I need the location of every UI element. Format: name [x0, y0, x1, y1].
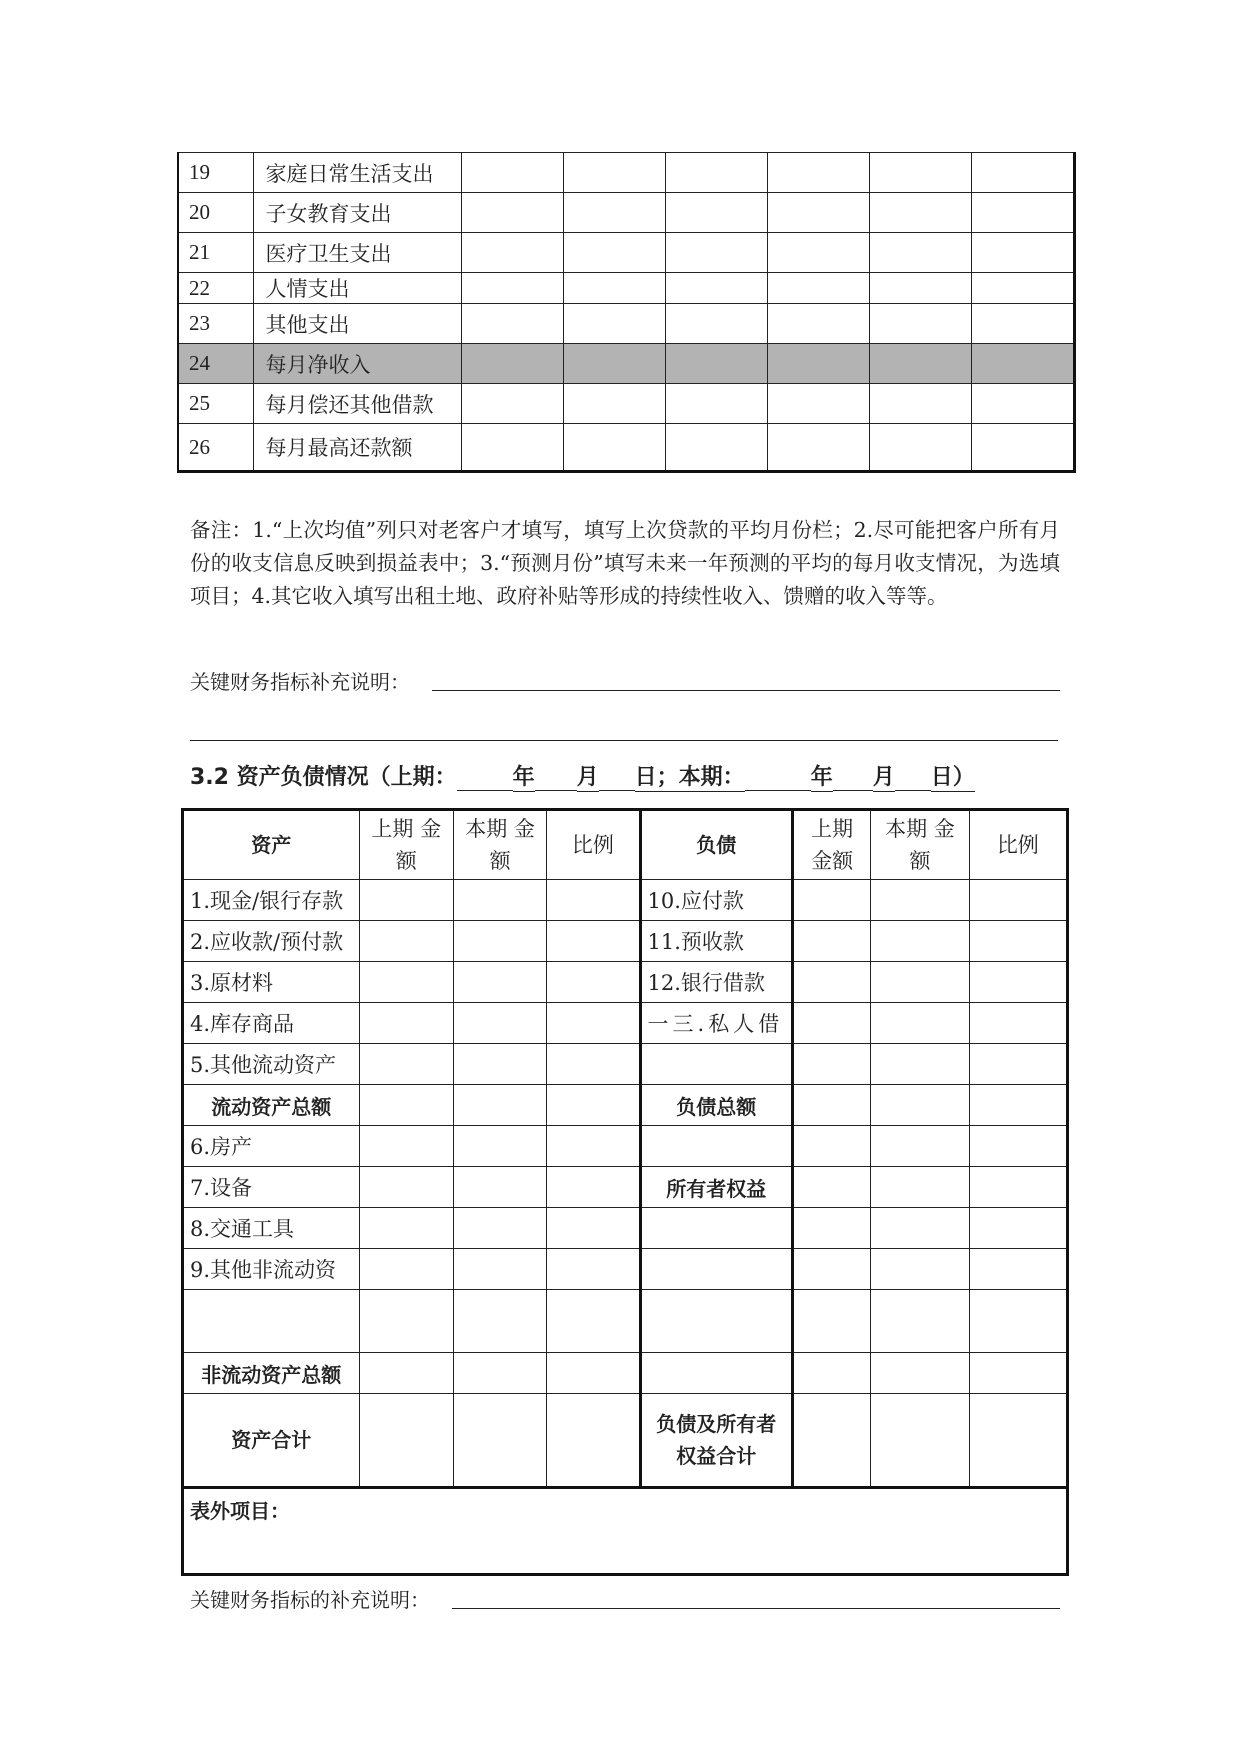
table-row	[183, 1085, 1068, 1126]
noncurrent-assets-total-label: 非流动资产总额	[183, 1353, 360, 1394]
table-row	[183, 921, 1068, 962]
value-cell[interactable]	[547, 1167, 640, 1208]
curr-year-field[interactable]	[745, 765, 811, 791]
value-cell[interactable]	[461, 424, 563, 472]
prev-month-field[interactable]	[535, 765, 577, 791]
supplement-label: 关键财务指标补充说明：	[190, 670, 410, 694]
value-cell[interactable]	[665, 424, 767, 472]
value-cell[interactable]	[461, 273, 563, 304]
value-cell[interactable]	[767, 304, 869, 344]
value-cell[interactable]	[969, 1085, 1067, 1126]
value-cell[interactable]	[547, 1353, 640, 1394]
value-cell[interactable]	[793, 1003, 871, 1044]
asset-label: 8.交通工具	[183, 1208, 360, 1249]
value-cell[interactable]	[461, 344, 563, 384]
value-cell[interactable]	[453, 1290, 546, 1353]
value-cell[interactable]	[869, 384, 971, 424]
prev-amount-header: 上期 金额	[793, 810, 871, 880]
table-row	[178, 304, 1074, 344]
value-cell[interactable]	[563, 344, 665, 384]
table-row	[178, 273, 1074, 304]
value-cell[interactable]	[969, 880, 1067, 921]
supplement-input-line-2[interactable]	[190, 720, 1058, 741]
curr-amount-header: 本期 金额	[453, 810, 546, 880]
liability-label: 一三.私人借	[640, 1003, 793, 1044]
value-cell[interactable]	[793, 1085, 871, 1126]
value-cell[interactable]	[871, 1394, 969, 1488]
table-row	[178, 424, 1074, 472]
value-cell[interactable]	[547, 880, 640, 921]
value-cell[interactable]	[665, 384, 767, 424]
value-cell[interactable]	[767, 424, 869, 472]
value-cell[interactable]	[793, 1290, 871, 1353]
supplement-input-line[interactable]	[432, 670, 1060, 691]
value-cell[interactable]	[969, 1353, 1067, 1394]
table-row	[183, 1126, 1068, 1167]
prev-month-unit: 月	[577, 760, 599, 792]
supplement-input-line-3[interactable]	[452, 1588, 1060, 1609]
liabilities-total-label: 负债总额	[640, 1085, 793, 1126]
value-cell[interactable]	[359, 1003, 453, 1044]
value-cell[interactable]	[969, 1167, 1067, 1208]
asset-label: 7.设备	[183, 1167, 360, 1208]
value-cell[interactable]	[767, 153, 869, 193]
value-cell[interactable]	[969, 1126, 1067, 1167]
curr-month-field[interactable]	[833, 765, 873, 791]
table-row	[178, 193, 1074, 233]
prev-year-field[interactable]	[457, 765, 513, 791]
curr-year-unit: 年	[811, 760, 833, 792]
current-assets-total-label: 流动资产总额	[183, 1085, 360, 1126]
value-cell[interactable]	[971, 424, 1074, 472]
liability-label	[640, 1044, 793, 1085]
liability-label	[640, 1353, 793, 1394]
table-row	[183, 1249, 1068, 1290]
value-cell[interactable]	[547, 1208, 640, 1249]
value-cell[interactable]	[461, 233, 563, 273]
liability-label: 10.应付款	[640, 880, 793, 921]
ratio-header: 比例	[547, 810, 640, 880]
table-row	[183, 1208, 1068, 1249]
value-cell[interactable]	[547, 921, 640, 962]
value-cell[interactable]	[871, 1085, 969, 1126]
value-cell[interactable]	[359, 921, 453, 962]
value-cell[interactable]	[359, 1353, 453, 1394]
value-cell[interactable]	[971, 193, 1074, 233]
value-cell[interactable]	[871, 1290, 969, 1353]
value-cell[interactable]	[871, 921, 969, 962]
value-cell[interactable]	[359, 962, 453, 1003]
total-liabilities-equity-label: 负债及所有者 权益合计	[640, 1394, 793, 1488]
asset-label	[183, 1290, 360, 1353]
value-cell[interactable]	[767, 384, 869, 424]
row-label: 家庭日常生活支出	[253, 153, 461, 193]
expense-table	[177, 152, 1076, 473]
total-assets-label: 资产合计	[183, 1394, 360, 1488]
value-cell[interactable]	[563, 193, 665, 233]
value-cell[interactable]	[871, 962, 969, 1003]
table-row	[183, 1353, 1068, 1394]
value-cell[interactable]	[971, 304, 1074, 344]
table-row	[183, 1003, 1068, 1044]
value-cell[interactable]	[869, 273, 971, 304]
value-cell[interactable]	[563, 304, 665, 344]
prev-day-field[interactable]	[599, 765, 635, 791]
prev-amount-header: 上期 金额	[359, 810, 453, 880]
table-row	[183, 880, 1068, 921]
value-cell[interactable]	[793, 962, 871, 1003]
value-cell[interactable]	[563, 233, 665, 273]
value-cell[interactable]	[871, 1126, 969, 1167]
value-cell[interactable]	[767, 233, 869, 273]
value-cell[interactable]	[971, 153, 1074, 193]
row-label: 每月净收入	[253, 344, 461, 384]
value-cell[interactable]	[453, 1353, 546, 1394]
curr-month-unit: 月	[873, 760, 895, 792]
value-cell[interactable]	[665, 193, 767, 233]
current-label: 日；本期：	[635, 760, 745, 792]
value-cell[interactable]	[871, 1044, 969, 1085]
liability-label	[640, 1290, 793, 1353]
table-row	[183, 1167, 1068, 1208]
value-cell[interactable]	[453, 921, 546, 962]
table-row	[178, 233, 1074, 273]
row-label: 医疗卫生支出	[253, 233, 461, 273]
value-cell[interactable]	[359, 880, 453, 921]
value-cell[interactable]	[871, 1003, 969, 1044]
row-label: 其他支出	[253, 304, 461, 344]
value-cell[interactable]	[453, 880, 546, 921]
table-row	[183, 1394, 1068, 1488]
value-cell[interactable]	[359, 1167, 453, 1208]
row-number: 24	[178, 344, 253, 384]
value-cell[interactable]	[869, 193, 971, 233]
table-row	[178, 384, 1074, 424]
value-cell[interactable]	[359, 1290, 453, 1353]
value-cell[interactable]	[547, 1249, 640, 1290]
value-cell[interactable]	[793, 1208, 871, 1249]
value-cell[interactable]	[453, 1044, 546, 1085]
row-number: 22	[178, 273, 253, 304]
value-cell[interactable]	[793, 1353, 871, 1394]
row-number: 25	[178, 384, 253, 424]
value-cell[interactable]	[793, 1167, 871, 1208]
value-cell[interactable]	[871, 880, 969, 921]
value-cell[interactable]	[665, 153, 767, 193]
value-cell[interactable]	[547, 1394, 640, 1488]
table-header-row	[183, 810, 1068, 880]
value-cell[interactable]	[359, 1044, 453, 1085]
value-cell[interactable]	[547, 962, 640, 1003]
value-cell[interactable]	[767, 273, 869, 304]
row-label: 每月偿还其他借款	[253, 384, 461, 424]
value-cell[interactable]	[869, 153, 971, 193]
value-cell[interactable]	[359, 1394, 453, 1488]
table-row	[178, 153, 1074, 193]
table-row	[178, 344, 1074, 384]
value-cell[interactable]	[969, 1394, 1067, 1488]
asset-label: 1.现金/银行存款	[183, 880, 360, 921]
value-cell[interactable]	[453, 1167, 546, 1208]
value-cell[interactable]	[359, 1126, 453, 1167]
value-cell[interactable]	[453, 962, 546, 1003]
value-cell[interactable]	[793, 921, 871, 962]
value-cell[interactable]	[547, 1085, 640, 1126]
value-cell[interactable]	[971, 384, 1074, 424]
remarks-paragraph: 备注：1.“上次均值”列只对老客户才填写，填写上次贷款的平均月份栏；2.尽可能把客户所有月份的收支信息反映到损益表中；3.“预测月份”填写未来一年预测的平均的每月收支情况，为选填项目；4.其它收入填写出租土地、政府补贴等形成的持续性收入、馈赠的收入等等。	[190, 518, 1060, 608]
value-cell[interactable]	[767, 193, 869, 233]
value-cell[interactable]	[969, 1290, 1067, 1353]
row-label: 每月最高还款额	[253, 424, 461, 472]
curr-day-field[interactable]	[895, 765, 931, 791]
row-number: 26	[178, 424, 253, 472]
value-cell[interactable]	[359, 1085, 453, 1126]
liability-label	[640, 1126, 793, 1167]
row-number: 23	[178, 304, 253, 344]
value-cell[interactable]	[871, 1249, 969, 1290]
value-cell[interactable]	[871, 1208, 969, 1249]
value-cell[interactable]	[793, 1044, 871, 1085]
value-cell[interactable]	[665, 344, 767, 384]
value-cell[interactable]	[359, 1249, 453, 1290]
value-cell[interactable]	[453, 1208, 546, 1249]
value-cell[interactable]	[461, 384, 563, 424]
row-label: 子女教育支出	[253, 193, 461, 233]
liability-label: 11.预收款	[640, 921, 793, 962]
liability-label	[640, 1249, 793, 1290]
value-cell[interactable]	[793, 1249, 871, 1290]
value-cell[interactable]	[871, 1353, 969, 1394]
value-cell[interactable]	[793, 880, 871, 921]
section-title: 3.2 资产负债情况（上期：	[190, 765, 457, 790]
value-cell[interactable]	[971, 273, 1074, 304]
row-label: 人情支出	[253, 273, 461, 304]
value-cell[interactable]	[547, 1290, 640, 1353]
value-cell[interactable]	[869, 344, 971, 384]
asset-label: 9.其他非流动资	[183, 1249, 360, 1290]
value-cell[interactable]	[461, 153, 563, 193]
value-cell[interactable]	[359, 1208, 453, 1249]
value-cell[interactable]	[563, 153, 665, 193]
section-heading	[190, 760, 975, 792]
value-cell[interactable]	[793, 1126, 871, 1167]
value-cell[interactable]	[453, 1085, 546, 1126]
value-cell[interactable]	[547, 1003, 640, 1044]
value-cell[interactable]	[665, 304, 767, 344]
ratio-header: 比例	[969, 810, 1067, 880]
row-number: 20	[178, 193, 253, 233]
off-balance-row	[183, 1488, 1068, 1575]
liability-label	[640, 1208, 793, 1249]
value-cell[interactable]	[969, 1003, 1067, 1044]
value-cell[interactable]	[453, 1394, 546, 1488]
balance-sheet-table	[181, 808, 1069, 1576]
table-row	[183, 1290, 1068, 1353]
value-cell[interactable]	[969, 1208, 1067, 1249]
value-cell[interactable]	[461, 193, 563, 233]
heading-end: 日）	[931, 760, 975, 792]
value-cell[interactable]	[665, 233, 767, 273]
asset-label: 4.库存商品	[183, 1003, 360, 1044]
asset-label: 5.其他流动资产	[183, 1044, 360, 1085]
value-cell[interactable]	[971, 233, 1074, 273]
asset-header: 资产	[183, 810, 360, 880]
value-cell[interactable]	[793, 1394, 871, 1488]
value-cell[interactable]	[971, 344, 1074, 384]
prev-year-unit: 年	[513, 760, 535, 792]
supplement-label-2: 关键财务指标的补充说明：	[190, 1588, 430, 1612]
liability-header: 负债	[640, 810, 793, 880]
asset-label: 2.应收款/预付款	[183, 921, 360, 962]
asset-label: 6.房产	[183, 1126, 360, 1167]
value-cell[interactable]	[969, 1044, 1067, 1085]
value-cell[interactable]	[969, 921, 1067, 962]
value-cell[interactable]	[969, 962, 1067, 1003]
value-cell[interactable]	[547, 1126, 640, 1167]
value-cell[interactable]	[767, 344, 869, 384]
value-cell[interactable]	[563, 384, 665, 424]
value-cell[interactable]	[665, 273, 767, 304]
value-cell[interactable]	[869, 233, 971, 273]
value-cell[interactable]	[969, 1249, 1067, 1290]
asset-label: 3.原材料	[183, 962, 360, 1003]
owners-equity-label: 所有者权益	[640, 1167, 793, 1208]
value-cell[interactable]	[453, 1126, 546, 1167]
value-cell[interactable]	[453, 1249, 546, 1290]
value-cell[interactable]	[871, 1167, 969, 1208]
curr-amount-header: 本期 金额	[871, 810, 969, 880]
liability-label: 12.银行借款	[640, 962, 793, 1003]
value-cell[interactable]	[563, 424, 665, 472]
value-cell[interactable]	[869, 424, 971, 472]
value-cell[interactable]	[453, 1003, 546, 1044]
table-row	[183, 962, 1068, 1003]
value-cell[interactable]	[461, 304, 563, 344]
value-cell[interactable]	[869, 304, 971, 344]
table-row	[183, 1044, 1068, 1085]
row-number: 19	[178, 153, 253, 193]
row-number: 21	[178, 233, 253, 273]
off-balance-label[interactable]: 表外项目：	[183, 1488, 1068, 1575]
value-cell[interactable]	[563, 273, 665, 304]
value-cell[interactable]	[547, 1044, 640, 1085]
